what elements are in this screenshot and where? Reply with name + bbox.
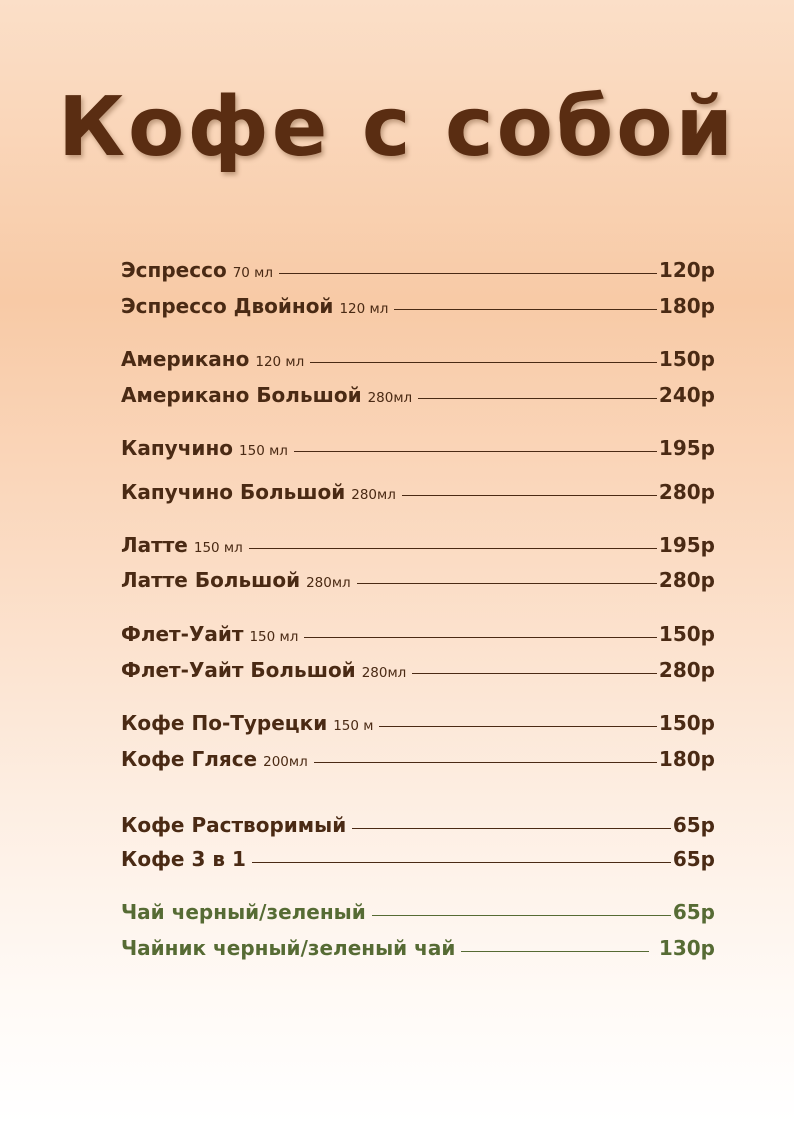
item-name: Чайник черный/зеленый чай <box>121 936 456 960</box>
menu-item <box>121 256 715 287</box>
item-name: Кофе Растворимый <box>121 813 347 837</box>
item-price: 240р <box>658 383 715 407</box>
menu-item <box>121 620 715 651</box>
leader-line <box>352 828 671 829</box>
item-price: 195р <box>658 436 715 460</box>
leader-line <box>304 637 657 638</box>
page-title: Кофе с собой <box>57 80 737 175</box>
menu-item <box>121 531 715 562</box>
item-price: 120р <box>658 258 715 282</box>
menu-item <box>121 745 715 776</box>
menu-item <box>121 656 715 687</box>
item-price: 65р <box>672 847 715 871</box>
item-volume: 150 м <box>333 718 374 734</box>
item-name: Латте <box>121 533 188 557</box>
item-price: 150р <box>658 347 715 371</box>
menu-item <box>121 898 715 926</box>
item-name: Капучино <box>121 436 234 460</box>
menu-item <box>121 345 715 376</box>
menu-item <box>121 566 715 597</box>
item-price: 195р <box>658 533 715 557</box>
item-name: Эспрессо <box>121 258 227 282</box>
item-price: 280р <box>658 480 715 504</box>
item-name: Американо <box>121 347 250 371</box>
item-price: 65р <box>672 900 715 924</box>
item-volume: 70 мл <box>232 265 273 281</box>
item-volume: 150 мл <box>193 540 243 556</box>
leader-line <box>394 309 657 310</box>
item-volume: 120 мл <box>339 301 389 317</box>
item-name: Чай черный/зеленый <box>121 900 366 924</box>
menu-item <box>121 709 715 740</box>
leader-line <box>314 762 657 763</box>
item-price: 280р <box>658 658 715 682</box>
item-volume: 280мл <box>367 390 413 406</box>
leader-line <box>372 915 671 916</box>
item-name: Капучино Большой <box>121 480 346 504</box>
leader-line <box>310 362 657 363</box>
item-name: Кофе 3 в 1 <box>121 847 246 871</box>
leader-line <box>249 548 657 549</box>
leader-line <box>379 726 656 727</box>
item-name: Эспрессо Двойной <box>121 294 334 318</box>
menu-item <box>121 811 715 839</box>
leader-line <box>412 673 657 674</box>
item-volume: 150 мл <box>249 629 299 645</box>
item-price: 280р <box>658 568 715 592</box>
item-volume: 200мл <box>263 754 308 770</box>
item-volume: 280мл <box>351 487 396 503</box>
leader-line <box>294 451 657 452</box>
item-volume: 150 мл <box>239 443 288 459</box>
menu-item <box>121 381 715 412</box>
menu-item <box>121 434 715 465</box>
item-price: 180р <box>658 747 715 771</box>
leader-line <box>402 495 657 496</box>
menu-item <box>121 934 715 962</box>
item-volume: 280мл <box>306 575 351 591</box>
menu-item <box>121 845 715 873</box>
leader-line <box>418 398 657 399</box>
item-name: Флет-Уайт Большой <box>121 658 356 682</box>
item-name: Американо Большой <box>121 383 362 407</box>
leader-line <box>461 951 649 952</box>
item-name: Кофе Глясе <box>121 747 258 771</box>
item-price: 150р <box>658 622 715 646</box>
item-volume: 120 мл <box>255 354 305 370</box>
menu-item <box>121 478 715 509</box>
leader-line <box>357 583 657 584</box>
item-name: Кофе По-Турецки <box>121 711 328 735</box>
item-price: 65р <box>672 813 715 837</box>
menu-item <box>121 292 715 323</box>
leader-line <box>279 273 657 274</box>
item-price: 150р <box>658 711 715 735</box>
leader-line <box>252 862 671 863</box>
item-price: 130р <box>658 936 715 960</box>
item-name: Латте Большой <box>121 568 301 592</box>
item-price: 180р <box>658 294 715 318</box>
item-volume: 280мл <box>361 665 407 681</box>
item-name: Флет-Уайт <box>121 622 244 646</box>
